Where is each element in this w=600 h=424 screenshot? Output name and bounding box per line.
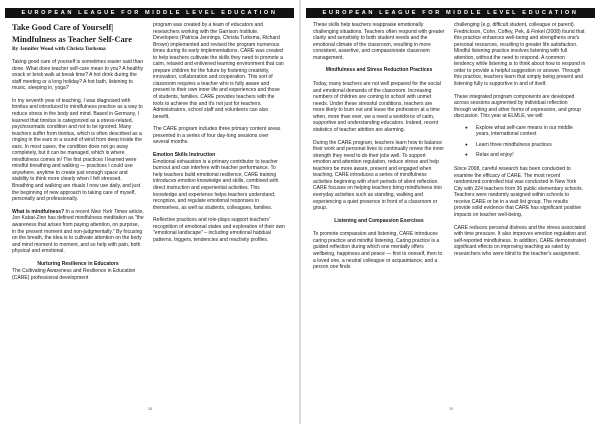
paragraph: challenging (e.g. difficult student, colleague or parent). Fredrickson, Cohn, Coffey, Pek, & Finkel (2008) found that this practice enhances well-being and strengthens one's personal resources, resulting in greater life satisfaction. Mindful listening practice involves listening with full attention, without the need to respond. A common tendency while listening is to think about how to respond in order to provide a helpful suggestion or answer. Through this practice, teachers learn that simply being present and listening fully is supportive in and of itself.	[454, 22, 586, 87]
list-item: ● Learn three mindfulness practices	[476, 142, 586, 149]
paragraph: CARE reduces personal distress and the stress associated with time pressure. It also improves emotion regulation and self-reported mindfulness. In addition, CARE demonstrated significant effects on improving teaching as rated by researchers who were blind to the teacher's assignment.	[454, 224, 586, 257]
paragraph: Taking good care of yourself is sometimes easier said than done. What does teacher self-care mean to you? A healthy snack or brisk walk at break time? A hot drink during the staff meeting or a long holiday? A hot bath, listening to music, sleeping in, yoga?	[12, 59, 144, 92]
section-heading: Listening and Compassion Exercises	[334, 217, 424, 224]
bullet-list	[454, 125, 586, 159]
paragraph: During the CARE program, teachers learn how to balance their work and personal lives to continually renew the inner strength they need to do their jobs well. To support emotion and attention regulation, reduce stress and help teachers be more aware, present and engaged when teaching, CARE introduces a series of mindfulness activities beginning with short periods of silent reflection. CARE focuses on helping teachers bring mindfulness into everyday activities such as standing, walking and experiencing a quiet presence in front of a classroom or group.	[313, 139, 445, 212]
paragraph: What is mindfulness? In a recent New York Times article, Jon Kabat-Zinn has defined mindfulness meditation as "the awareness that arises from paying attention, on purpose, in the present moment and non-judgmentally." By focusing on the breath, the idea is to cultivate attention on the body and mind moment to moment, and so help with pain, both physical and emotional.	[12, 208, 144, 255]
paragraph: Emotional exhaustion is a primary contributor to teacher burnout and can interfere with teacher performance. To help teachers build emotional resilience, CARE training introduces emotion knowledge and skills, combined with direct instruction and experiential activities. This knowledge and experience helps teachers understand, recognize, and regulate emotional responses in themselves, as well as students, colleagues, families.	[153, 158, 279, 211]
left-column-2	[153, 22, 285, 250]
paragraph: Today, many teachers are not well prepared for the social and emotional demands of the classroom. Increasing numbers of children are coming to school with unmet needs. Under these stressful conditions, teachers are more likely to burn out and leave the profession at a time when, more than ever, we a need a workforce of calm, supportive and understanding educators. Indeed, recent statistics of teacher attrition are alarming.	[313, 81, 441, 133]
page-banner: EUROPEAN LEAGUE FOR MIDDLE LEVEL EDUCATION	[306, 8, 595, 18]
paragraph: These skills help teachers reappraise emotionally challenging situations. Teachers often respond with greater clarity and sensitivity to both student needs and the emotional climate of the classroom, resulting in more consistent, assertive, and compassionate classroom management.	[313, 22, 445, 61]
section-heading: Mindfulness and Stress Reduction Practices	[325, 67, 433, 74]
left-page	[0, 0, 299, 424]
article-byline: By Jennifer Wood with Christa Turksma	[12, 46, 106, 52]
source-name: New York Times	[90, 208, 128, 215]
article-title-line-2: Mindfulness as Teacher Self-Care	[12, 34, 132, 44]
list-item: ● Relax and enjoy!	[476, 152, 586, 159]
right-page	[301, 0, 600, 424]
paragraph: In my seventh year of teaching, I was diagnosed with tinnitus and introduced to mindfulness practice as a way to reduce stress in the body and mind. Based in Germany, I learned that tinnitus is categorized as a stress-related, psychosomatic condition and not to be ignored. Many teachers suffer from tinnitus, which is often described as a ringing in the ears or a sound of wind from deep inside the ears. In most cases, the condition does not go away completely, but it can be managed, which is where mindfulness comes in! The first practices I learned were mindful breathing and walking — practices I could use anywhere, anytime to create just enough space and stability to think more clearly when I felt stressed. Breathing and walking are rituals I now use daily, and just the beginning of new approach to taking care of myself, personally and professionally.	[12, 97, 143, 203]
paragraph: program was created by a team of educators and researchers working with the Garrison Institute. Developers (Patricia Jennings, Christa Turksma, Richard Brown) implemented and revised the program numerous times during its early implementations. CARE was created to help teachers cultivate the skills they need to promote a calm, relaxed and enlivened learning environment that can prepare children for the future by fostering creativity, innovation, collaboration and cooperation. This sort of classroom requires a teacher who is fully aware and present to their own inner life and experiences and those of students, families. CARE provides teachers with the tools to achieve this and it's not just for teachers. Administrators, school staff and volunteers can also benefit.	[153, 22, 284, 120]
mindfulness-question: What is mindfulness?	[12, 208, 65, 215]
paragraph: These integrated program components are developed across sessions augmented by individual reflection through writing and other forms of expression, and group discussion. This year at ELMLE, we will:	[454, 93, 581, 120]
page-number: 28	[148, 407, 152, 411]
page-banner: EUROPEAN LEAGUE FOR MIDDLE LEVEL EDUCATION	[5, 8, 294, 18]
article-title-line-1: Take Good Care of Yourself|	[12, 23, 114, 32]
list-item: ● Explore what self-care means in our middle years, international context	[476, 125, 586, 138]
section-subheading: Emotion Skills Instruction	[153, 152, 216, 159]
paragraph: Since 2008, careful research has been conducted to examine the efficacy of CARE. The most recent randomized controlled trial was conducted in New York City with 224 teachers from 36 public elementary schools. Teachers were randomly assigned within schools to receive CARE or be in a wait list group. The results provide solid evidence that CARE has significant positive impacts on teacher well-being.	[454, 166, 584, 218]
section-heading: Nurturing Resilience in Educators	[37, 260, 119, 267]
page-number: 29	[449, 407, 453, 411]
paragraph: Reflective practices and role-plays support teachers' recognition of emotional states and exploration of their own "emotional landscape" – including emotional habitual patterns, triggers, tendencies and reactivity profiles.	[153, 217, 285, 243]
left-column-1	[12, 22, 144, 282]
right-column-2	[454, 22, 586, 264]
paragraph: The Cultivating Awareness and Resilience in Education (CARE) professional development	[12, 268, 136, 281]
paragraph: The CARE program includes three primary content areas presented in a series of four day-long sessions over several months.	[153, 126, 281, 146]
right-column-1	[313, 22, 445, 277]
paragraph: To promote compassion and listening, CARE introduces caring practice and mindful listening. Caring practice is a guided reflection during which one mentally offers wellbeing, happiness and peace — first to oneself, then to a loved one, a neutral colleague or acquaintance, and a person one finds	[313, 231, 443, 271]
